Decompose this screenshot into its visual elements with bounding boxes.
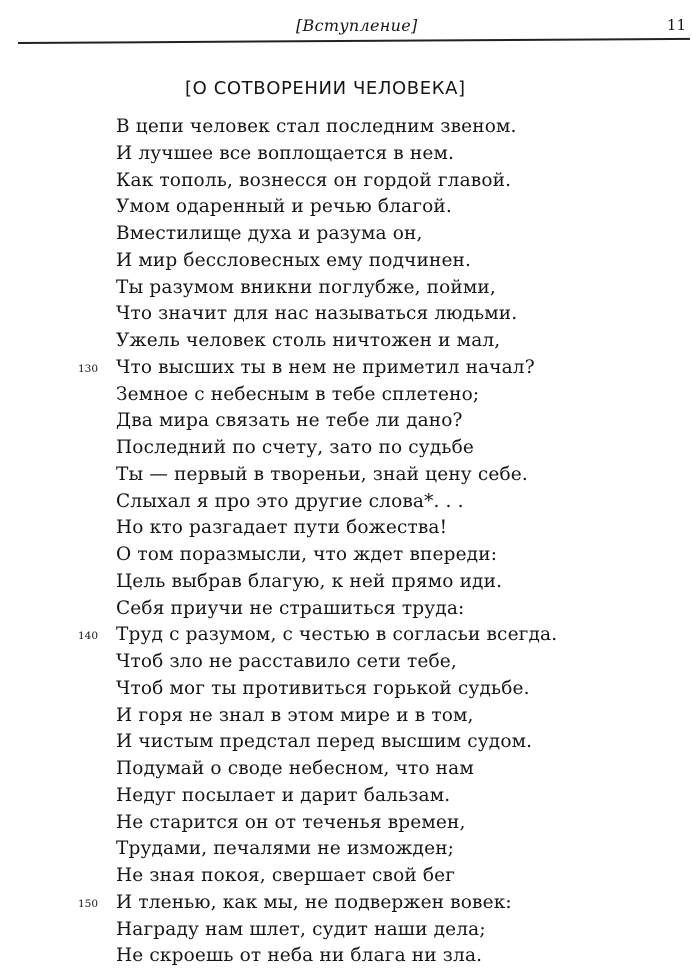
poem-line xyxy=(0,810,692,837)
poem-line xyxy=(0,943,692,970)
line-number: 130 xyxy=(78,362,99,375)
poem-line xyxy=(0,355,692,382)
poem-line xyxy=(0,489,692,516)
poem-line xyxy=(0,194,692,221)
poem-line xyxy=(0,863,692,890)
poem-line xyxy=(0,141,692,168)
line-text: Земное с небесным в тебе сплетено; xyxy=(116,383,480,405)
line-text: О том поразмысли, что ждет впереди: xyxy=(116,544,498,565)
poem-line xyxy=(0,622,692,649)
poem-line xyxy=(0,756,692,783)
line-text: И горя не знал в этом мире и в том, xyxy=(116,704,474,726)
line-text: Что высших ты в нем не приметил начал? xyxy=(116,356,535,378)
line-text: Что значит для нас называться людьми. xyxy=(116,303,518,325)
poem-line xyxy=(0,836,692,863)
poem-line xyxy=(0,275,692,302)
page-number: 11 xyxy=(666,16,686,34)
poem-line xyxy=(0,783,692,810)
poem-line xyxy=(0,114,692,141)
poem-line xyxy=(0,221,692,248)
poem-line xyxy=(0,890,692,917)
line-text: Последний по счету, зато по судьбе xyxy=(116,437,474,458)
line-text: Награду нам шлет, судит наши дела; xyxy=(116,918,486,940)
line-text: Умом одаренный и речью благой. xyxy=(116,196,452,218)
line-text: Ты — первый в твореньи, знай цену себе. xyxy=(116,463,528,485)
line-text: Слыхал я про это другие слова*. . . xyxy=(116,490,464,512)
poem-line xyxy=(0,676,692,703)
line-text: В цепи человек стал последним звеном. xyxy=(116,116,517,137)
line-text: Недуг посылает и дарит бальзам. xyxy=(116,784,451,806)
poem-line xyxy=(0,649,692,676)
running-title: [Вступление] xyxy=(296,16,418,35)
line-text: Чтоб зло не расставило сети тебе, xyxy=(116,651,457,672)
poem-line xyxy=(0,328,692,355)
poem-line xyxy=(0,301,692,328)
poem-body xyxy=(0,114,692,970)
line-text: И лучшее все воплощается в нем. xyxy=(116,142,455,164)
line-text: Не старится он от теченья времен, xyxy=(116,811,466,833)
poem-line xyxy=(0,569,692,596)
line-text: Чтоб мог ты противиться горькой судьбе. xyxy=(116,677,530,699)
running-header xyxy=(0,12,692,42)
line-text: И тленью, как мы, не подвержен вовек: xyxy=(116,891,512,913)
line-number: 150 xyxy=(78,897,99,910)
line-text: Как тополь, вознесся он гордой главой. xyxy=(116,169,512,191)
line-text: Подумай о своде небесном, что нам xyxy=(116,758,474,779)
line-text: Труд с разумом, с честью в согласьи всегда. xyxy=(116,624,558,646)
line-text: Не зная покоя, свершает свой бег xyxy=(116,865,456,886)
poem-line xyxy=(0,515,692,542)
poem-line xyxy=(0,435,692,462)
poem-line xyxy=(0,596,692,623)
poem-line xyxy=(0,248,692,275)
poem-line xyxy=(0,703,692,730)
line-text: Не скроешь от неба ни блага ни зла. xyxy=(116,945,483,967)
line-text: Себя приучи не страшиться труда: xyxy=(116,597,465,619)
line-text: Трудами, печалями не изможден; xyxy=(116,838,455,860)
line-text: Ты разумом вникни поглубже, пойми, xyxy=(116,276,496,298)
poem-line xyxy=(0,382,692,409)
poem-line xyxy=(0,462,692,489)
poem-line xyxy=(0,542,692,569)
line-number: 140 xyxy=(78,630,99,643)
section-title: [О СОТВОРЕНИИ ЧЕЛОВЕКА] xyxy=(185,78,466,99)
line-text: Два мира связать не тебе ли дано? xyxy=(116,410,463,432)
line-text: И мир бессловесных ему подчинен. xyxy=(116,249,472,271)
line-text: Но кто разгадает пути божества! xyxy=(116,517,448,539)
poem-line xyxy=(0,408,692,435)
poem-line xyxy=(0,917,692,944)
line-text: Цель выбрав благую, к ней прямо иди. xyxy=(116,570,503,592)
poem-line xyxy=(0,729,692,756)
line-text: Ужель человек столь ничтожен и мал, xyxy=(116,330,501,351)
poem-line xyxy=(0,168,692,195)
line-text: И чистым предстал перед высшим судом. xyxy=(116,731,533,753)
line-text: Вместилище духа и разума он, xyxy=(116,223,423,244)
